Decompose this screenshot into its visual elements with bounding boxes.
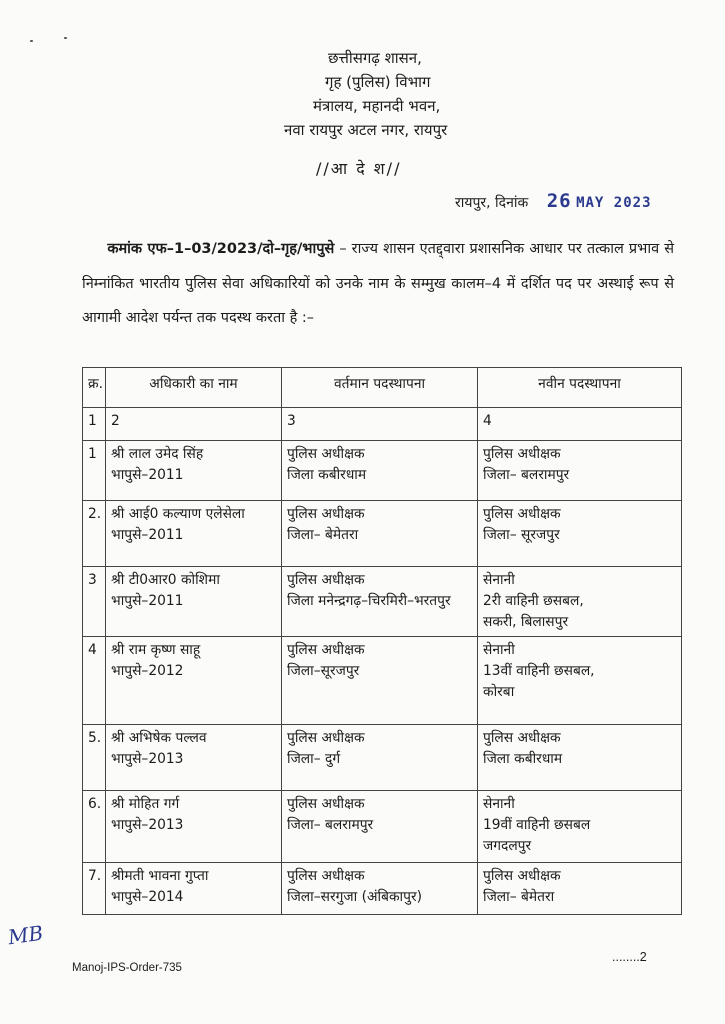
current-posting <box>282 501 478 567</box>
col-number: 4 <box>478 408 682 441</box>
row-sn: 5. <box>83 725 106 791</box>
officer-name: श्रीमती भावना गुप्ता <box>111 868 209 884</box>
posting-line: सेनानी <box>483 642 515 658</box>
officer-name: श्री टी0आर0 कोशिमा <box>111 572 220 588</box>
current-posting <box>282 791 478 863</box>
posting-line: पुलिस अधीक्षक <box>287 642 365 658</box>
col-number: 2 <box>106 408 282 441</box>
header-line-4: नवा रायपुर अटल नगर, रायपुर <box>284 121 448 139</box>
posting-line: पुलिस अधीक्षक <box>287 506 365 522</box>
officer-batch: भापुसे–2013 <box>111 751 184 767</box>
officer-name: श्री मोहित गर्ग <box>111 796 180 812</box>
table-row <box>83 441 682 501</box>
date-label: रायपुर, दिनांक <box>455 195 529 211</box>
table-row <box>83 637 682 725</box>
posting-line: 19वीं वाहिनी छसबल <box>483 817 591 833</box>
posting-line: सेनानी <box>483 572 515 588</box>
col-number: 3 <box>282 408 478 441</box>
table-row <box>83 501 682 567</box>
posting-table <box>82 367 682 915</box>
scan-speck <box>64 37 67 39</box>
posting-line: जिला कबीरधाम <box>483 751 563 767</box>
posting-line: जिला– दुर्ग <box>287 751 341 767</box>
page-continuation: ........2 <box>612 950 647 964</box>
officer-name: श्री लाल उमेद सिंह <box>111 446 204 462</box>
new-posting <box>478 725 682 791</box>
officer-name: श्री राम कृष्ण साहू <box>111 642 201 658</box>
posting-line: सकरी, बिलासपुर <box>483 614 569 630</box>
row-sn: 7. <box>83 863 106 915</box>
order-number: कमांक एफ–1–03/2023/दो–गृह/भापुसे <box>107 241 335 257</box>
posting-line: पुलिस अधीक्षक <box>287 730 365 746</box>
posting-line: पुलिस अधीक्षक <box>287 868 365 884</box>
row-sn: 4 <box>83 637 106 725</box>
row-sn: 3 <box>83 567 106 637</box>
row-sn: 2. <box>83 501 106 567</box>
current-posting <box>282 637 478 725</box>
posting-line: सेनानी <box>483 796 515 812</box>
posting-line: जिला–सरगुजा (अंबिकापुर) <box>287 889 422 905</box>
handwritten-initials: MB <box>6 920 45 950</box>
officer-batch: भापुसे–2014 <box>111 889 184 905</box>
scan-speck <box>30 40 33 42</box>
current-posting <box>282 725 478 791</box>
col-number: 1 <box>83 408 106 441</box>
posting-line: पुलिस अधीक्षक <box>483 446 561 462</box>
row-sn: 6. <box>83 791 106 863</box>
posting-line: जिला– बलरामपुर <box>287 817 374 833</box>
officer-cell <box>106 725 282 791</box>
new-posting <box>478 637 682 725</box>
current-posting <box>282 441 478 501</box>
order-title: //आ दे श// <box>316 159 402 178</box>
current-posting <box>282 863 478 915</box>
column-number-row <box>83 408 682 441</box>
posting-line: जिला– सूरजपुर <box>483 527 560 543</box>
table-row <box>83 725 682 791</box>
officer-batch: भापुसे–2011 <box>111 467 184 483</box>
posting-line: जगदलपुर <box>483 838 532 854</box>
posting-line: पुलिस अधीक्षक <box>287 446 365 462</box>
date-line <box>455 190 652 212</box>
date-stamp-month-year: MAY 2023 <box>576 195 652 211</box>
date-stamp-day: 26 <box>546 190 572 212</box>
posting-line: जिला कबीरधाम <box>287 467 367 483</box>
new-posting <box>478 501 682 567</box>
posting-line: पुलिस अधीक्षक <box>483 730 561 746</box>
posting-line: जिला– बलरामपुर <box>483 467 570 483</box>
officer-batch: भापुसे–2011 <box>111 527 184 543</box>
table-row <box>83 567 682 637</box>
officer-batch: भापुसे–2011 <box>111 593 184 609</box>
posting-line: पुलिस अधीक्षक <box>483 506 561 522</box>
col-header-current: वर्तमान पदस्थापना <box>282 368 478 408</box>
posting-line: पुलिस अधीक्षक <box>287 796 365 812</box>
posting-line: 13वीं वाहिनी छसबल, <box>483 663 595 679</box>
new-posting <box>478 567 682 637</box>
posting-line: पुलिस अधीक्षक <box>483 868 561 884</box>
new-posting <box>478 441 682 501</box>
new-posting <box>478 791 682 863</box>
header-line-3: मंत्रालय, महानदी भवन, <box>313 97 441 115</box>
posting-line: जिला मनेन्द्रगढ़–चिरमिरी–भरतपुर <box>287 593 451 609</box>
header-line-2: गृह (पुलिस) विभाग <box>325 73 431 91</box>
officer-cell <box>106 441 282 501</box>
officer-batch: भापुसे–2013 <box>111 817 184 833</box>
posting-line: कोरबा <box>483 684 515 700</box>
file-reference: Manoj-IPS-Order-735 <box>72 962 182 974</box>
officer-name: श्री आई0 कल्याण एलेसेला <box>111 506 245 522</box>
table-header-row <box>83 368 682 408</box>
posting-line: 2री वाहिनी छसबल, <box>483 593 584 609</box>
posting-line: जिला– बेमेतरा <box>287 527 359 543</box>
officer-cell <box>106 567 282 637</box>
officer-name: श्री अभिषेक पल्लव <box>111 730 207 746</box>
header-line-1: छत्तीसगढ़ शासन, <box>328 49 422 67</box>
current-posting <box>282 567 478 637</box>
officer-cell <box>106 791 282 863</box>
officer-batch: भापुसे–2012 <box>111 663 184 679</box>
table-row <box>83 791 682 863</box>
officer-cell <box>106 501 282 567</box>
row-sn: 1 <box>83 441 106 501</box>
col-header-name: अधिकारी का नाम <box>106 368 282 408</box>
posting-line: पुलिस अधीक्षक <box>287 572 365 588</box>
officer-cell <box>106 863 282 915</box>
posting-line: जिला–सूरजपुर <box>287 663 360 679</box>
order-paragraph <box>82 232 674 336</box>
order-body: – राज्य शासन एतद्द्वारा प्रशासनिक आधार पर तत्काल प्रभाव से निम्नांकित भारतीय पुलिस सेवा अधिकारियों को उनके नाम के सम्मुख कालम–4 में दर्शित पद पर अस्थाई रूप से आगामी आदेश पर्यन्त तक पदस्थ करता है :– <box>82 241 674 326</box>
new-posting <box>478 863 682 915</box>
col-header-sn: क्र. <box>83 368 106 408</box>
officer-cell <box>106 637 282 725</box>
posting-line: जिला– बेमेतरा <box>483 889 555 905</box>
col-header-new: नवीन पदस्थापना <box>478 368 682 408</box>
table-row <box>83 863 682 915</box>
